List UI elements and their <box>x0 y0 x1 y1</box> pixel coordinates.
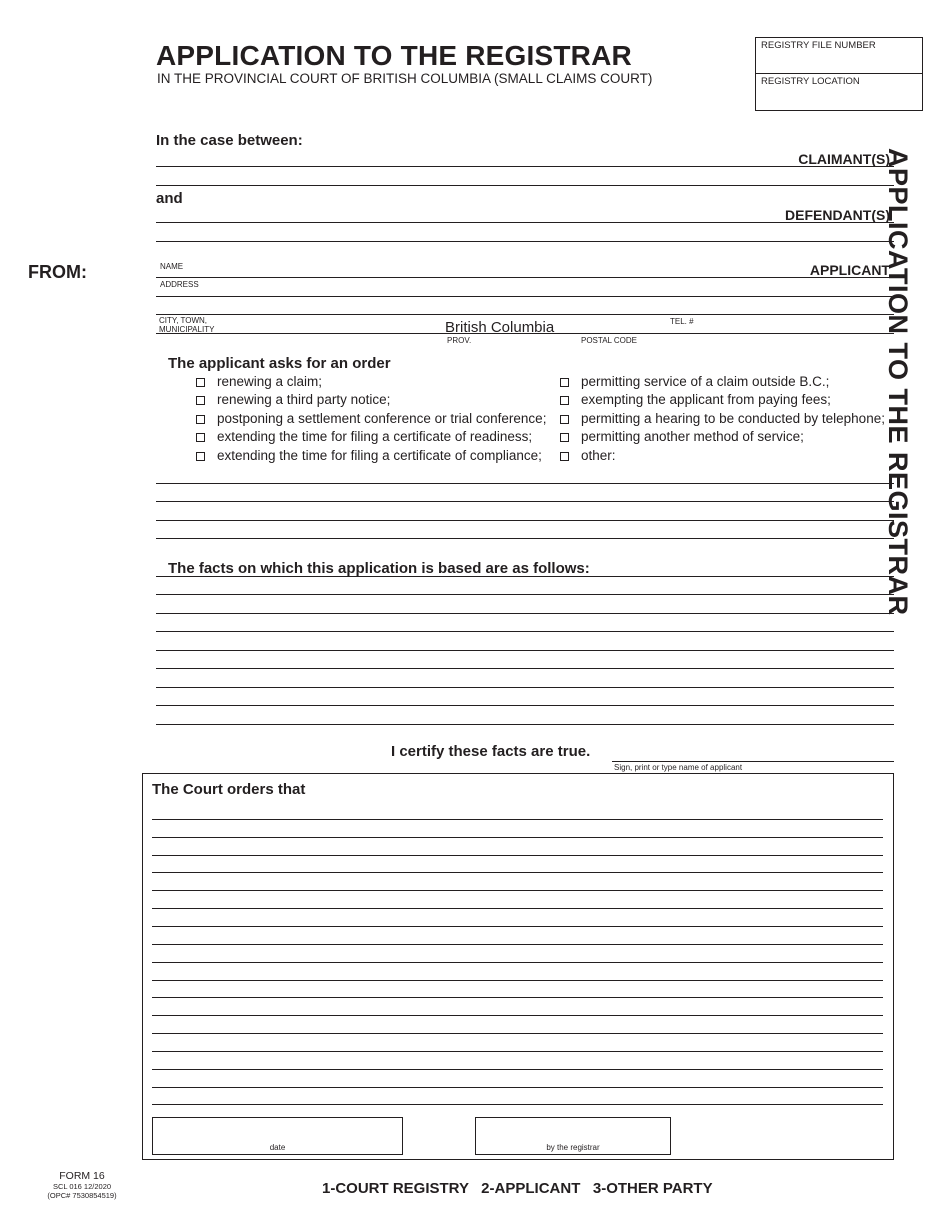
option-telephone-hearing[interactable]: permitting a hearing to be conducted by telephone; <box>560 410 885 428</box>
registry-file-number-label: REGISTRY FILE NUMBER <box>761 40 876 51</box>
address-line[interactable] <box>156 296 894 297</box>
page-subtitle: IN THE PROVINCIAL COURT OF BRITISH COLUMBIA (SMALL CLAIMS COURT) <box>157 71 653 86</box>
city-label: CITY, TOWN, MUNICIPALITY <box>159 316 215 334</box>
court-order-line[interactable] <box>152 1069 883 1070</box>
address-line-2[interactable] <box>156 314 894 315</box>
facts-line[interactable] <box>156 576 894 577</box>
checkbox[interactable] <box>560 415 569 424</box>
court-order-line[interactable] <box>152 1051 883 1052</box>
checkbox[interactable] <box>196 433 205 442</box>
city-line[interactable] <box>156 333 894 334</box>
province-value: British Columbia <box>445 319 555 336</box>
registry-file-number-field[interactable] <box>756 38 922 74</box>
sign-label: Sign, print or type name of applicant <box>614 763 743 772</box>
order-line[interactable] <box>156 538 894 539</box>
order-request-heading: The applicant asks for an order <box>168 355 391 372</box>
prov-label: PROV. <box>447 336 472 345</box>
order-line[interactable] <box>156 520 894 521</box>
claimant-line-1[interactable] <box>156 166 894 167</box>
option-extending-readiness[interactable]: extending the time for filing a certificate of readiness; <box>196 428 532 446</box>
registrar-label: by the registrar <box>546 1143 600 1152</box>
certify-text: I certify these facts are true. <box>391 743 591 760</box>
registrar-signature-box[interactable] <box>475 1117 671 1155</box>
court-order-line[interactable] <box>152 1087 883 1088</box>
court-order-line[interactable] <box>152 1104 883 1105</box>
page-title: APPLICATION TO THE REGISTRAR <box>156 40 632 71</box>
facts-line[interactable] <box>156 631 894 632</box>
checkbox[interactable] <box>560 452 569 461</box>
address-label: ADDRESS <box>160 280 199 289</box>
option-renewing-claim[interactable]: renewing a claim; <box>196 373 322 391</box>
tel-label: TEL. # <box>670 317 694 326</box>
distribution-footer: 1-COURT REGISTRY 2-APPLICANT 3-OTHER PARTY <box>322 1180 713 1197</box>
form-number: FORM 16 <box>59 1170 105 1182</box>
facts-line[interactable] <box>156 705 894 706</box>
vertical-title: APPLICATION TO THE REGISTRAR <box>883 148 913 616</box>
checkbox[interactable] <box>196 415 205 424</box>
option-extending-compliance[interactable]: extending the time for filing a certificate of compliance; <box>196 447 542 465</box>
from-label: FROM: <box>28 262 87 282</box>
court-order-line[interactable] <box>152 1033 883 1034</box>
opc-number: (OPC# 7530854519) <box>47 1191 117 1200</box>
option-exempting-fees[interactable]: exempting the applicant from paying fees; <box>560 391 831 409</box>
form-code: SCL 016 12/2020 <box>52 1182 112 1191</box>
court-order-line[interactable] <box>152 962 883 963</box>
option-another-service-method[interactable]: permitting another method of service; <box>560 428 804 446</box>
court-order-line[interactable] <box>152 1015 883 1016</box>
option-postponing-conference[interactable]: postponing a settlement conference or trial conference; <box>196 410 546 428</box>
claimant-line-2[interactable] <box>156 185 894 186</box>
facts-line[interactable] <box>156 687 894 688</box>
court-order-line[interactable] <box>152 908 883 909</box>
court-orders-heading: The Court orders that <box>152 781 306 798</box>
and-label: and <box>156 190 183 207</box>
facts-line[interactable] <box>156 650 894 651</box>
applicant-signature-line[interactable] <box>612 761 894 762</box>
facts-line[interactable] <box>156 613 894 614</box>
court-order-line[interactable] <box>152 819 883 820</box>
postal-code-label: POSTAL CODE <box>581 336 638 345</box>
registry-box <box>755 37 923 111</box>
name-label: NAME <box>160 262 184 271</box>
checkbox[interactable] <box>560 396 569 405</box>
facts-line[interactable] <box>156 668 894 669</box>
case-between-label: In the case between: <box>156 132 303 149</box>
date-box[interactable] <box>152 1117 403 1155</box>
court-orders-box <box>142 773 894 1160</box>
court-order-line[interactable] <box>152 855 883 856</box>
court-order-line[interactable] <box>152 944 883 945</box>
court-order-line[interactable] <box>152 980 883 981</box>
applicant-label: APPLICANT <box>809 262 890 278</box>
claimants-label: CLAIMANT(S) <box>798 151 890 167</box>
court-order-line[interactable] <box>152 872 883 873</box>
defendant-line-1[interactable] <box>156 222 894 223</box>
name-line[interactable] <box>156 277 894 278</box>
date-label: date <box>269 1143 286 1152</box>
option-renewing-third-party-notice[interactable]: renewing a third party notice; <box>196 391 390 409</box>
order-line[interactable] <box>156 501 894 502</box>
defendants-label: DEFENDANT(S) <box>785 207 890 223</box>
option-service-outside-bc[interactable]: permitting service of a claim outside B.C.; <box>560 373 829 391</box>
option-other[interactable]: other: <box>560 447 616 465</box>
checkbox[interactable] <box>196 396 205 405</box>
checkbox[interactable] <box>560 433 569 442</box>
facts-line[interactable] <box>156 594 894 595</box>
registry-location-field[interactable] <box>756 74 922 110</box>
court-order-line[interactable] <box>152 926 883 927</box>
form-number-block <box>40 1170 124 1200</box>
court-order-line[interactable] <box>152 997 883 998</box>
order-line[interactable] <box>156 483 894 484</box>
court-order-line[interactable] <box>152 890 883 891</box>
facts-line[interactable] <box>156 724 894 725</box>
court-order-line[interactable] <box>152 837 883 838</box>
checkbox[interactable] <box>560 378 569 387</box>
defendant-line-2[interactable] <box>156 241 894 242</box>
checkbox[interactable] <box>196 452 205 461</box>
checkbox[interactable] <box>196 378 205 387</box>
registry-location-label: REGISTRY LOCATION <box>761 76 860 87</box>
facts-heading: The facts on which this application is based are as follows: <box>168 560 590 577</box>
